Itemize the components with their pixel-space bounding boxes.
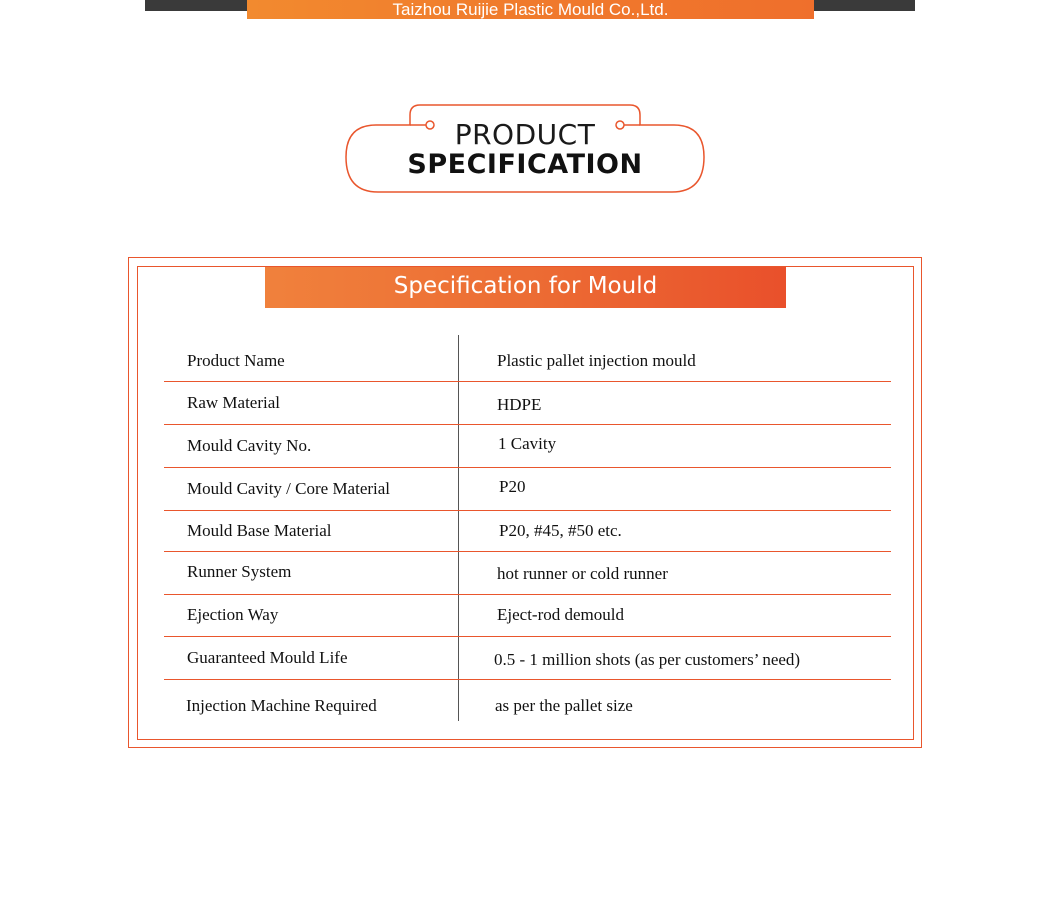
table-row — [164, 381, 891, 424]
row-label: Guaranteed Mould Life — [187, 648, 348, 667]
table-row — [164, 551, 891, 594]
row-label: Product Name — [187, 351, 285, 370]
table-row — [164, 594, 891, 636]
table-row — [164, 424, 891, 467]
spec-table-title: Specification for Mould — [265, 267, 786, 308]
row-label: Runner System — [187, 562, 292, 581]
row-value: P20 — [499, 477, 526, 496]
row-value: hot runner or cold runner — [497, 564, 668, 583]
product-specification-badge — [344, 103, 706, 195]
table-row — [164, 467, 891, 510]
table-row — [164, 510, 891, 551]
table-row — [164, 679, 891, 721]
row-value: 1 Cavity — [498, 434, 557, 453]
row-value: Plastic pallet injection mould — [497, 351, 696, 370]
row-value: HDPE — [497, 395, 542, 414]
table-row — [164, 636, 891, 679]
row-value: P20, #45, #50 etc. — [499, 521, 622, 540]
company-name-banner: Taizhou Ruijie Plastic Mould Co.,Ltd. — [247, 0, 814, 19]
row-value: 0.5 - 1 million shots (as per customers’ need) — [494, 650, 801, 669]
badge-title-line2: SPECIFICATION — [407, 149, 643, 180]
row-label: Mould Base Material — [187, 521, 332, 540]
spec-table — [164, 335, 891, 721]
table-row — [164, 335, 891, 381]
row-label: Raw Material — [187, 393, 280, 412]
row-label: Injection Machine Required — [186, 696, 377, 715]
badge-title-line1: PRODUCT — [454, 118, 596, 151]
row-label: Mould Cavity No. — [187, 436, 312, 455]
row-value: as per the pallet size — [495, 696, 633, 715]
row-label: Ejection Way — [187, 605, 279, 624]
row-label: Mould Cavity / Core Material — [187, 479, 391, 498]
row-value: Eject-rod demould — [497, 605, 624, 624]
